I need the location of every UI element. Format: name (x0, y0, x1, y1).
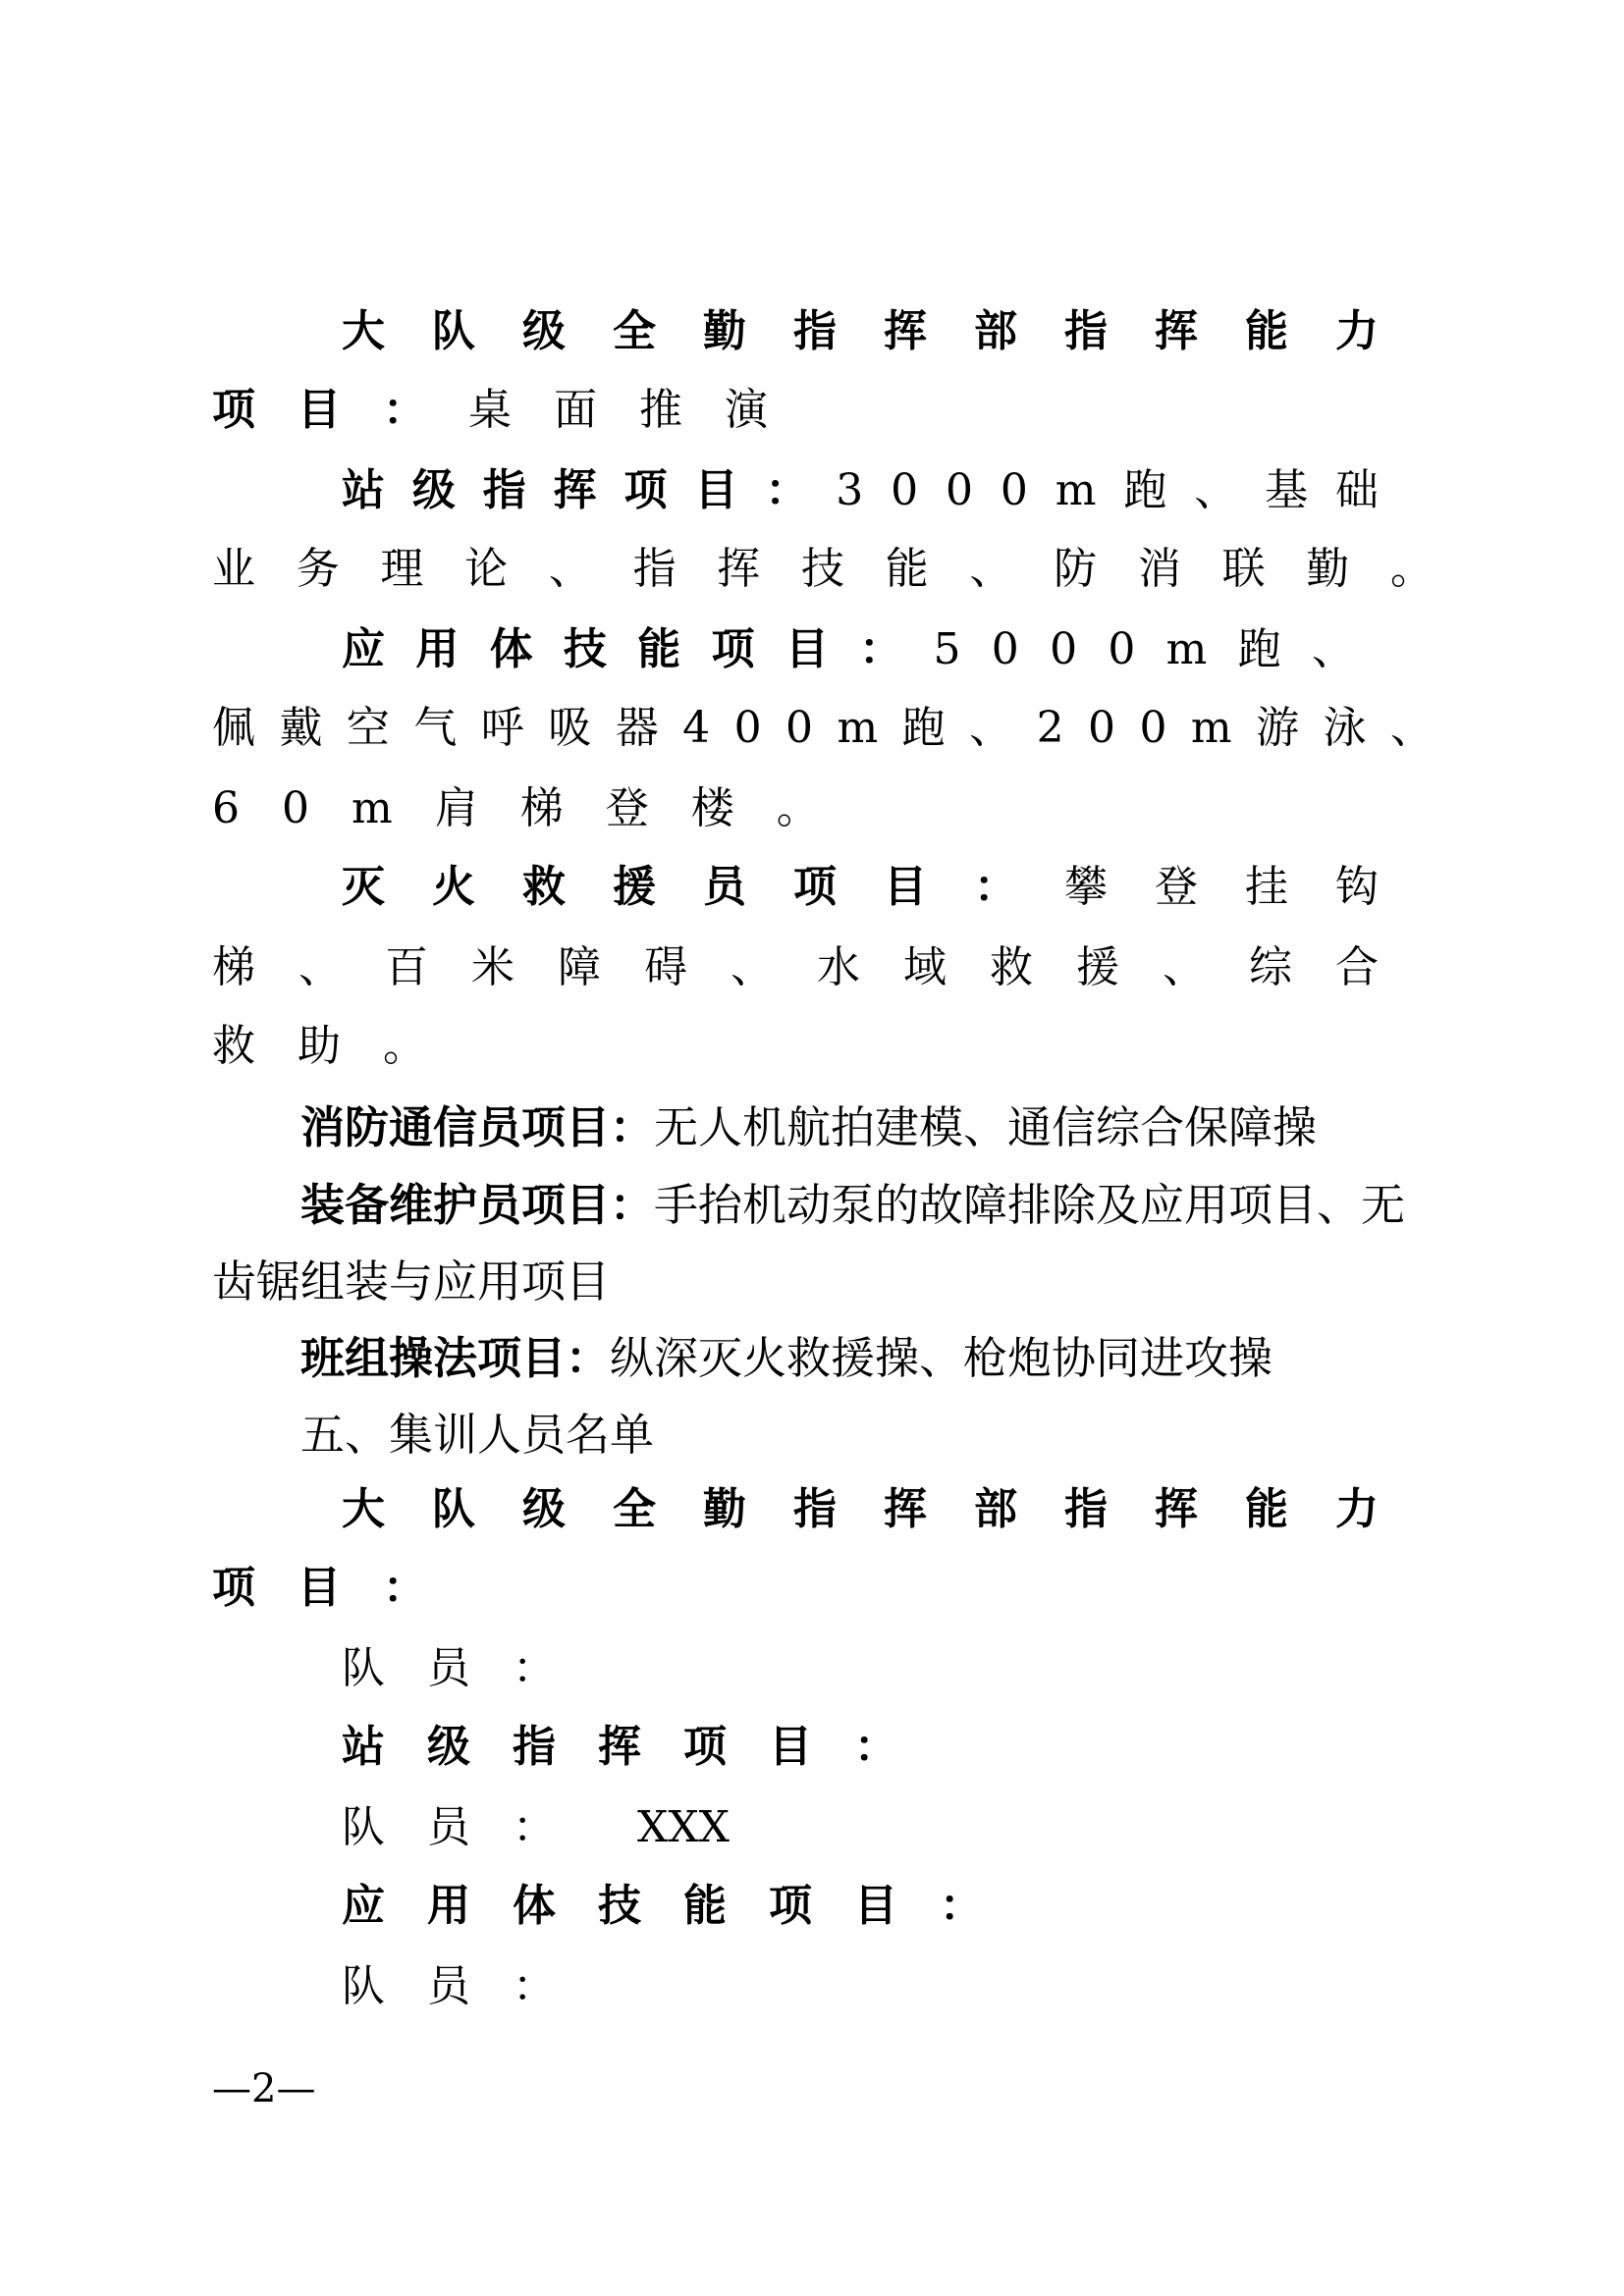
text-line (300, 1176, 1405, 1235)
text-line (212, 1559, 468, 1618)
text-segment: 救助。 (212, 1021, 468, 1071)
text-segment: 业务理论、指挥技能、防消联勤。 (212, 544, 1475, 594)
text-line (300, 1329, 1272, 1388)
bold-label: 站级指挥项目： (342, 465, 837, 515)
text-segment: 5000m跑、 (933, 624, 1386, 674)
member-label: 队员： (342, 1961, 598, 2011)
text-segment: 桌面推演 (468, 385, 810, 435)
text-line (212, 381, 810, 440)
text-line (212, 699, 1457, 758)
bold-label: 大队级全勤指挥部指挥能力 (342, 306, 1426, 356)
bold-label: 装备维护员项目： (300, 1179, 655, 1231)
heading-line (342, 1480, 1426, 1539)
text-segment: 3000m跑、基础 (836, 465, 1406, 515)
section-heading (300, 1406, 654, 1465)
heading-line (342, 302, 1426, 361)
text-line (342, 858, 1426, 917)
text-line (212, 938, 1422, 997)
bold-label: 班组操法项目： (300, 1332, 611, 1384)
text-line (342, 620, 1385, 679)
bold-label: 项目： (212, 1563, 468, 1613)
text-line (212, 1253, 610, 1311)
text-segment: 五、集训人员名单 (300, 1409, 655, 1461)
text-line (212, 779, 862, 838)
bold-label: 灭火救援员项目： (342, 862, 1064, 912)
text-line (342, 1718, 940, 1777)
bold-label: 应用体技能项目： (342, 1881, 1025, 1931)
text-segment: 佩戴空气呼吸器400m跑、200m游泳、 (212, 703, 1458, 753)
bold-label: 消防通信员项目： (300, 1101, 655, 1153)
text-line (212, 540, 1475, 599)
text-segment: 齿锯组装与应用项目 (212, 1255, 611, 1308)
member-line (342, 1798, 730, 1857)
bold-label: 大队级全勤指挥部指挥能力 (342, 1484, 1426, 1534)
member-label: 队员： (342, 1802, 598, 1852)
text-line (212, 1017, 468, 1076)
text-segment: 60m肩梯登楼。 (212, 783, 862, 833)
text-segment: 攀登挂钩 (1064, 862, 1426, 912)
text-segment: 梯、百米障碍、水域救援、综合 (212, 942, 1422, 992)
page-number: —2— (212, 2066, 316, 2111)
text-segment: 纵深灭火救援操、枪炮协同进攻操 (610, 1332, 1273, 1384)
bold-label: 应用体技能项目： (342, 624, 934, 674)
member-label: 队员： (342, 1643, 598, 1693)
text-line (342, 1877, 1025, 1936)
text-segment: 手抬机动泵的故障排除及应用项目、无 (654, 1179, 1406, 1231)
bold-label: 项目： (212, 385, 468, 435)
member-line (342, 1957, 598, 2016)
text-line (300, 1098, 1317, 1157)
bold-label: 站级指挥项目： (342, 1722, 940, 1772)
text-segment: 无人机航拍建模、通信综合保障操 (654, 1101, 1318, 1153)
member-line (342, 1639, 598, 1698)
text-line (342, 461, 1406, 520)
member-name: XXX (637, 1802, 730, 1852)
